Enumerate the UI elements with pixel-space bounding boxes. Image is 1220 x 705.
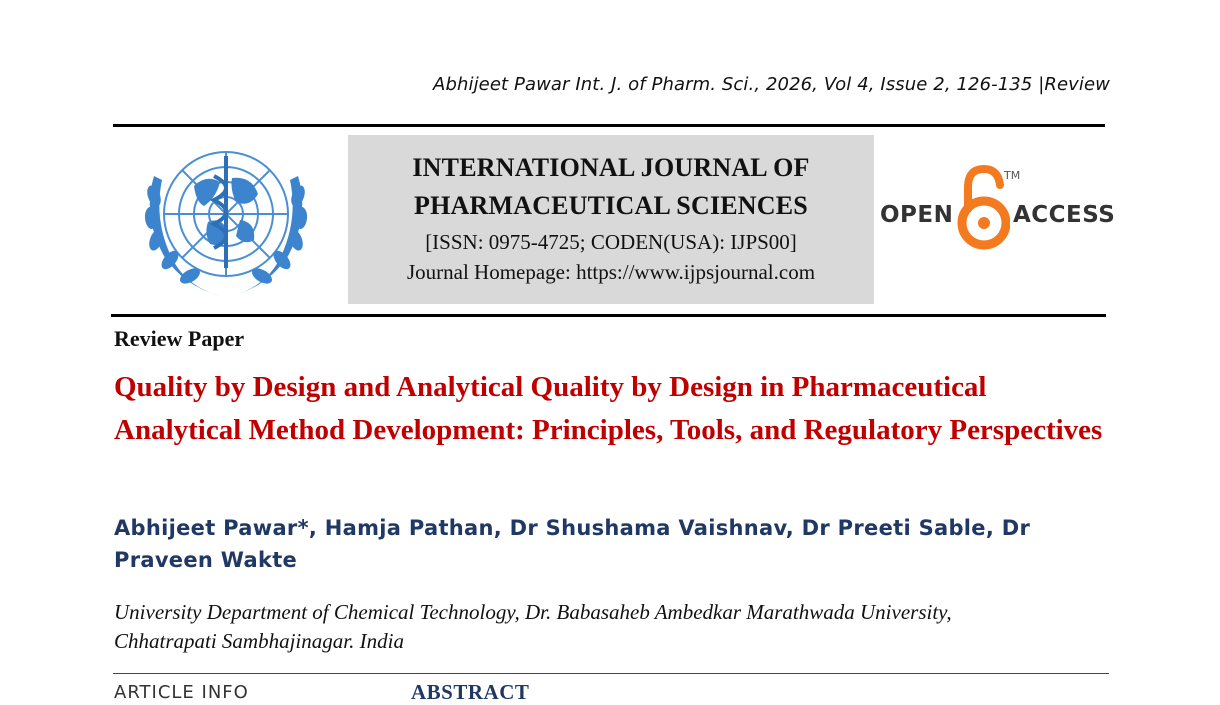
section-rule <box>113 673 1109 674</box>
author-list-line2: Praveen Wakte <box>114 548 298 572</box>
open-access-lock-icon <box>954 165 1010 251</box>
paper-type-label: Review Paper <box>114 326 245 351</box>
running-head: Abhijeet Pawar Int. J. of Pharm. Sci., 2026, Vol 4, Issue 2, 126-135 |Review <box>433 74 1110 95</box>
journal-ids: [ISSN: 0975-4725; CODEN(USA): IJPS00] <box>425 230 797 254</box>
paper-title: Quality by Design and Analytical Quality by Design in Pharmaceutical Analytical Method Development: Principles, Tools, and Regulatory Perspectives <box>114 371 1103 446</box>
author-list-line1: Abhijeet Pawar*, Hamja Pathan, Dr Shushama Vaishnav, Dr Preeti Sable, Dr <box>114 516 1031 540</box>
affiliation-line2: Chhatrapati Sambhajinagar. India <box>114 629 404 653</box>
open-access-word-access: ACCESS <box>1013 202 1116 228</box>
affiliation-line1: University Department of Chemical Technology, Dr. Babasaheb Ambedkar Marathwada University, <box>114 600 952 624</box>
un-emblem-icon <box>124 136 328 308</box>
top-rule <box>113 124 1105 127</box>
abstract-heading: ABSTRACT <box>411 680 530 704</box>
open-access-word-open: OPEN <box>880 202 954 228</box>
journal-name <box>348 149 874 225</box>
trademark-mark: TM <box>1004 169 1021 182</box>
journal-homepage-link[interactable]: Journal Homepage: https://www.ijpsjournal.com <box>406 260 816 284</box>
open-access-logo <box>880 165 1116 255</box>
journal-masthead <box>348 135 874 304</box>
journal-name-line2: PHARMACEUTICAL SCIENCES <box>414 191 808 220</box>
article-info-heading: ARTICLE INFO <box>114 682 249 703</box>
masthead-rule <box>111 314 1106 317</box>
journal-name-line1: INTERNATIONAL JOURNAL OF <box>412 153 810 182</box>
affiliation <box>114 598 1074 656</box>
author-list <box>114 512 1074 576</box>
